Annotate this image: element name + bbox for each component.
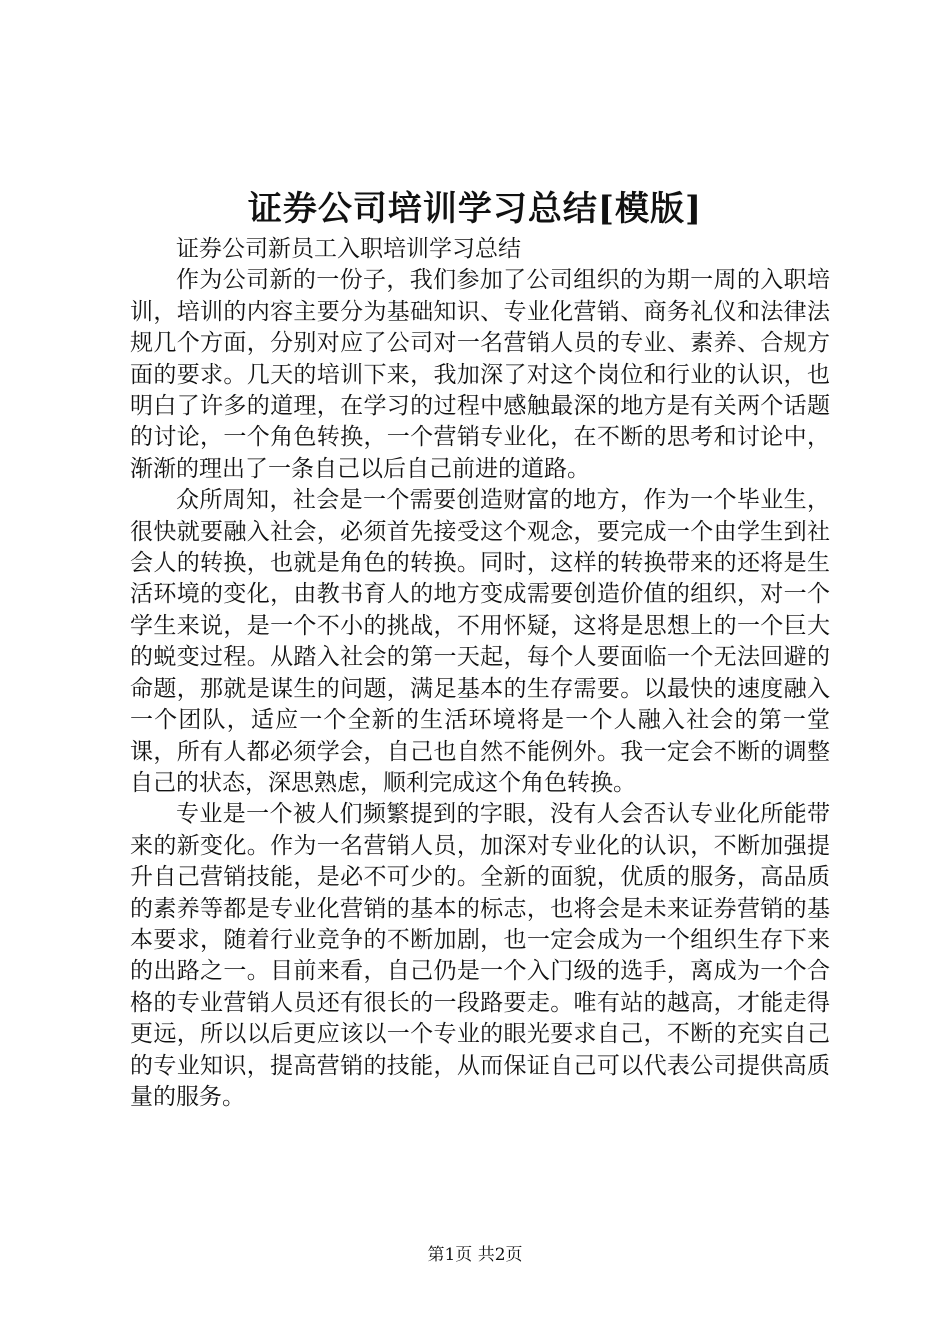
page-footer: 第1页 共2页 (427, 1245, 523, 1265)
document-title: 证券公司培训学习总结[模版] (247, 189, 703, 229)
document-body (130, 234, 830, 1113)
paragraph-3: 专业是一个被人们频繁提到的字眼，没有人会否认专业化所能带来的新变化。作为一名营销人员，加深对专业化的认识，不断加强提升自己营销技能，是必不可少的。全新的面貌，优质的服务，高品质的素养等都是专业化营销的基本的标志，也将会是未来证券营销的基本要求，随着行业竞争的不断加剧，也一定会成为一个组织生存下来的出路之一。目前来看，自己仍是一个入门级的选手，离成为一个合格的专业营销人员还有很长的一段路要走。唯有站的越高，才能走得更远，所以以后更应该以一个专业的眼光要求自己，不断的充实自己的专业知识，提高营销的技能，从而保证自己可以代表公司提供高质量的服务。 (130, 801, 830, 1110)
document-subtitle: 证券公司新员工入职培训学习总结 (176, 236, 521, 262)
paragraph-1: 作为公司新的一份子，我们参加了公司组织的为期一周的入职培训，培训的内容主要分为基础知识、专业化营销、商务礼仪和法律法规几个方面，分别对应了公司对一名营销人员的专业、素养、合规方面的要求。几天的培训下来，我加深了对这个岗位和行业的认识，也明白了许多的道理，在学习的过程中感触最深的地方是有关两个话题的讨论，一个角色转换，一个营销专业化，在不断的思考和讨论中，渐渐的理出了一条自己以后自己前进的道路。 (130, 267, 830, 482)
paragraph-2: 众所周知，社会是一个需要创造财富的地方，作为一个毕业生，很快就要融入社会，必须首先接受这个观念，要完成一个由学生到社会人的转换，也就是角色的转换。同时，这样的转换带来的还将是生活环境的变化，由教书育人的地方变成需要创造价值的组织，对一个学生来说，是一个不小的挑战，不用怀疑，这将是思想上的一个巨大的蜕变过程。从踏入社会的第一天起，每个人要面临一个无法回避的命题，那就是谋生的问题，满足基本的生存需要。以最快的速度融入一个团队，适应一个全新的生活环境将是一个人融入社会的第一堂课，所有人都必须学会，自己也自然不能例外。我一定会不断的调整自己的状态，深思熟虑，顺利完成这个角色转换。 (130, 487, 830, 796)
